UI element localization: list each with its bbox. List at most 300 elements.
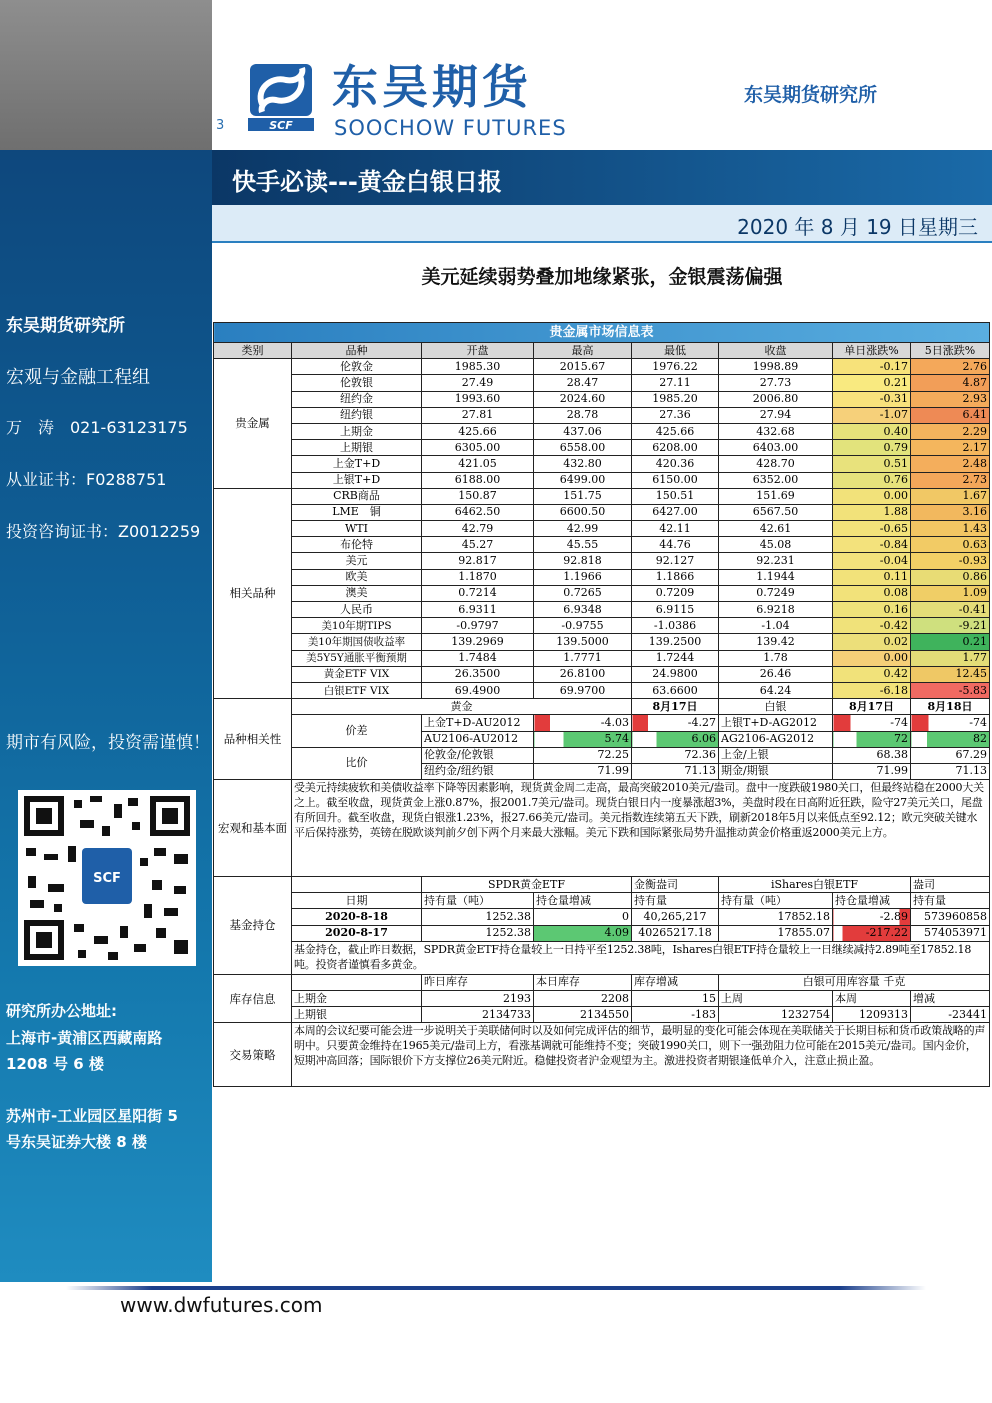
- stock-h1: 昨日库存: [422, 974, 534, 990]
- price-cell: 45.55: [534, 537, 632, 553]
- fund-value: 1252.38: [422, 925, 534, 941]
- change-cell: -0.31: [833, 391, 911, 407]
- price-cell: 27.11: [632, 375, 719, 391]
- price-cell: 432.80: [534, 456, 632, 472]
- instrument-name: 上期金: [292, 423, 422, 439]
- ratio-value: 68.38: [833, 747, 911, 763]
- page-number: 3: [216, 118, 225, 133]
- corr-pair: 上金T+D-AU2012: [422, 715, 534, 731]
- stock-header-row: [214, 974, 990, 990]
- change-cell: -0.04: [833, 553, 911, 569]
- macro-row: [214, 780, 990, 877]
- price-cell: 27.94: [719, 407, 833, 423]
- ratio-value: 72.25: [534, 747, 632, 763]
- fund-spdr-header: SPDR黄金ETF: [422, 877, 632, 893]
- instrument-name: 上银T+D: [292, 472, 422, 488]
- price-cell: 1993.60: [422, 391, 534, 407]
- price-cell: 2024.60: [534, 391, 632, 407]
- price-cell: 6427.00: [632, 504, 719, 520]
- price-cell: 27.73: [719, 375, 833, 391]
- date-bar: [212, 205, 992, 243]
- price-cell: 27.49: [422, 375, 534, 391]
- fund-note-row: [214, 941, 990, 974]
- price-cell: 0.7209: [632, 585, 719, 601]
- stock-value: 2134733: [422, 1007, 534, 1023]
- price-cell: 151.69: [719, 488, 833, 504]
- stock-value: 2134550: [534, 1007, 632, 1023]
- title-bar: [212, 150, 992, 205]
- instrument-name: CRB商品: [292, 488, 422, 504]
- fund-value: 0: [534, 909, 632, 925]
- stock-name: 上期金: [292, 991, 422, 1007]
- instrument-name: 伦敦金: [292, 359, 422, 375]
- stock-value: 2193: [422, 991, 534, 1007]
- change-cell: -0.65: [833, 521, 911, 537]
- market-table-wrap: [213, 322, 989, 1087]
- price-cell: 26.8100: [534, 666, 632, 682]
- market-row: [214, 440, 990, 456]
- change-cell: -0.84: [833, 537, 911, 553]
- price-cell: 6462.50: [422, 504, 534, 520]
- price-cell: 6600.50: [534, 504, 632, 520]
- change-cell: -0.42: [833, 618, 911, 634]
- sidebar-addr2b: 号东吴证券大楼 8 楼: [6, 1133, 147, 1151]
- instrument-name: 布伦特: [292, 537, 422, 553]
- instrument-name: 黄金ETF VIX: [292, 666, 422, 682]
- price-cell: 27.36: [632, 407, 719, 423]
- price-cell: 92.818: [534, 553, 632, 569]
- fund-chg-header: 持仓量增减: [534, 893, 632, 909]
- price-cell: 42.79: [422, 521, 534, 537]
- strategy-text: 本周的会议纪要可能会进一步说明关于美联储何时以及如何完成评估的细节，最明显的变化可能会体现在美联储关于长期目标和货币政策战略的声明中。只要黄金维持在1965美元/盎司上方，看涨基调就可能维持不变；突破1990关口，则下一强劲阻力位可能在2015美元/盎司。国内金价，短期冲高回落；国际银价下方支撑位26美元附近。稳健投资者沪金观望为主。激进投资者期银逢低单介入，注意止损止盈。: [292, 1023, 990, 1087]
- price-cell: 1.78: [719, 650, 833, 666]
- col-header: 收盘: [719, 343, 833, 359]
- price-cell: 6499.00: [534, 472, 632, 488]
- price-cell: 6305.00: [422, 440, 534, 456]
- change-cell: -5.83: [911, 682, 990, 698]
- fund-date: 2020-8-18: [292, 909, 422, 925]
- headline: 美元延续弱势叠加地缘紧张，金银震荡偏强: [421, 266, 783, 288]
- corr-value: 72: [833, 731, 911, 747]
- instrument-name: 纽约银: [292, 407, 422, 423]
- market-row: [214, 391, 990, 407]
- price-cell: 1.7244: [632, 650, 719, 666]
- stock-row: [214, 1007, 990, 1023]
- instrument-name: WTI: [292, 521, 422, 537]
- strategy-row: [214, 1023, 990, 1087]
- fund-note: 基金持仓，截止昨日数据，SPDR黄金ETF持仓量较上一日持平至1252.38吨，Ishares白银ETF持仓量较上一日继续减持2.89吨至17852.18吨。投资者谨慎看多黄金。: [292, 941, 990, 974]
- price-cell: 1.1866: [632, 569, 719, 585]
- ratio-value: 71.13: [911, 763, 990, 779]
- fund-hold-header: 持有量（吨）: [422, 893, 534, 909]
- change-cell: -0.41: [911, 602, 990, 618]
- corr-pair: AG2106-AG2012: [719, 731, 833, 747]
- ratio-row: [214, 747, 990, 763]
- col-header: 开盘: [422, 343, 534, 359]
- change-cell: 2.76: [911, 359, 990, 375]
- market-row: [214, 504, 990, 520]
- col-header: 单日涨跌%: [833, 343, 911, 359]
- price-cell: 6.9218: [719, 602, 833, 618]
- market-row: [214, 423, 990, 439]
- qr-badge: SCF: [93, 871, 121, 886]
- change-cell: 6.41: [911, 407, 990, 423]
- corr-date2-silver: 8月18日: [911, 699, 990, 715]
- change-cell: 1.67: [911, 488, 990, 504]
- instrument-name: 人民币: [292, 602, 422, 618]
- change-cell: 0.63: [911, 537, 990, 553]
- fund-header-row: [214, 877, 990, 893]
- corr-value: -74: [833, 715, 911, 731]
- sidebar-license1: 从业证书：F0288751: [6, 470, 167, 489]
- fund-hold3-header: 持有量（吨）: [719, 893, 833, 909]
- corr-date1-silver: 8月17日: [833, 699, 911, 715]
- fund-category: 基金持仓: [214, 877, 292, 975]
- stock-week-label: 本周: [833, 991, 911, 1007]
- ratio-pair: 纽约金/纽约银: [422, 763, 534, 779]
- market-row: [214, 375, 990, 391]
- change-cell: 2.29: [911, 423, 990, 439]
- price-cell: 1985.30: [422, 359, 534, 375]
- change-cell: 2.73: [911, 472, 990, 488]
- market-row: [214, 537, 990, 553]
- macro-text: 受美元持续疲软和美债收益率下降等因素影响，现货黄金周二走高，最高突破2010美元/盎司。盘中一度跌破1980关口，但最终站稳在2000大关之上。截至收盘，现货黄金上涨0.87%，报2001.7美元/盎司。现货白银日内一度暴涨超3%，美盘时段在日高附近狂跌，险守27美元关口，尾盘有所回升。截至收盘，现货白银涨1.23%，报27.66美元/盎司。美元指数连续第五天下跌，刷新2018年5月以来低点至92.12；欧元突破关键水平后保持涨势，英镑在脱欧谈判前夕创下两个月来最大涨幅。美元下跌和国际紧张局势升温推动黄金价格重返2000美元上方。: [292, 780, 990, 877]
- price-cell: 24.9800: [632, 666, 719, 682]
- precious-section: [214, 359, 990, 489]
- institute-name: 东吴期货研究所: [744, 84, 878, 106]
- price-cell: 6567.50: [719, 504, 833, 520]
- price-cell: 6188.00: [422, 472, 534, 488]
- qr-code: [18, 790, 196, 966]
- stock-value: -183: [632, 1007, 719, 1023]
- change-cell: -0.93: [911, 553, 990, 569]
- change-cell: 2.17: [911, 440, 990, 456]
- header: [212, 0, 992, 150]
- corr-value: 82: [911, 731, 990, 747]
- stock-week-label: 增减: [911, 991, 990, 1007]
- fund-value: 4.09: [534, 925, 632, 941]
- price-cell: -0.9755: [534, 618, 632, 634]
- stock-week-label: 上周: [719, 991, 833, 1007]
- fund-value: 573960858: [911, 909, 990, 925]
- sidebar-header-block: [0, 0, 212, 150]
- price-cell: 0.7265: [534, 585, 632, 601]
- category-cell: 贵金属: [214, 359, 292, 489]
- change-cell: 4.87: [911, 375, 990, 391]
- price-cell: 2006.80: [719, 391, 833, 407]
- instrument-name: 伦敦银: [292, 375, 422, 391]
- col-header: 最低: [632, 343, 719, 359]
- change-cell: -6.18: [833, 682, 911, 698]
- price-cell: 425.66: [422, 423, 534, 439]
- sidebar-org: 东吴期货研究所: [6, 316, 125, 336]
- stock-h3: 库存增减: [632, 974, 719, 990]
- fund-date-header: 日期: [292, 893, 422, 909]
- price-cell: 69.4900: [422, 682, 534, 698]
- logo-mark-icon: [248, 60, 318, 132]
- change-cell: 3.16: [911, 504, 990, 520]
- price-cell: 420.36: [632, 456, 719, 472]
- qr-code-graphic: [24, 796, 190, 960]
- table-header-row: [214, 343, 990, 359]
- market-row: [214, 488, 990, 504]
- sidebar-addr2a: 苏州市-工业园区星阳街 5: [6, 1107, 178, 1125]
- sidebar-addr1a: 上海市-黄浦区西藏南路: [6, 1029, 163, 1047]
- price-cell: 1.1870: [422, 569, 534, 585]
- market-row: [214, 682, 990, 698]
- price-cell: 432.68: [719, 423, 833, 439]
- price-cell: -0.9797: [422, 618, 534, 634]
- fund-subheader-row: [214, 893, 990, 909]
- price-cell: 6558.00: [534, 440, 632, 456]
- stock-category: 库存信息: [214, 974, 292, 1023]
- table-caption: 贵金属市场信息表: [214, 323, 990, 343]
- price-cell: 42.61: [719, 521, 833, 537]
- corr-value: 6.06: [632, 731, 719, 747]
- col-header: 5日涨跌%: [911, 343, 990, 359]
- price-cell: 139.5000: [534, 634, 632, 650]
- change-cell: 0.08: [833, 585, 911, 601]
- fund-hold4-header: 持有量: [911, 893, 990, 909]
- col-header: 品种: [292, 343, 422, 359]
- col-header: 类别: [214, 343, 292, 359]
- price-cell: 69.9700: [534, 682, 632, 698]
- price-cell: 6.9311: [422, 602, 534, 618]
- corr-value: -4.27: [632, 715, 719, 731]
- category-cell: 相关品种: [214, 488, 292, 698]
- change-cell: 1.77: [911, 650, 990, 666]
- market-row: [214, 472, 990, 488]
- footer-divider: [66, 1286, 926, 1290]
- sidebar: [0, 0, 212, 1282]
- change-cell: 0.11: [833, 569, 911, 585]
- price-cell: 1985.20: [632, 391, 719, 407]
- price-cell: 6208.00: [632, 440, 719, 456]
- ratio-pair: 伦敦金/伦敦银: [422, 747, 534, 763]
- market-row: [214, 456, 990, 472]
- sidebar-addr1b: 1208 号 6 楼: [6, 1055, 104, 1073]
- corr-date1: 8月17日: [632, 699, 719, 715]
- price-cell: 26.3500: [422, 666, 534, 682]
- change-cell: 1.43: [911, 521, 990, 537]
- market-row: [214, 553, 990, 569]
- market-row: [214, 569, 990, 585]
- fund-value: -2.89: [833, 909, 911, 925]
- change-cell: 1.88: [833, 504, 911, 520]
- price-cell: 428.70: [719, 456, 833, 472]
- stock-h2: 本日库存: [534, 974, 632, 990]
- change-cell: 0.79: [833, 440, 911, 456]
- ratio-label: 比价: [292, 747, 422, 779]
- price-cell: 139.42: [719, 634, 833, 650]
- corr-header-row: [214, 699, 990, 715]
- sidebar-addr-label: 研究所办公地址:: [6, 1002, 117, 1020]
- price-cell: 92.231: [719, 553, 833, 569]
- corr-value: -4.03: [534, 715, 632, 731]
- price-cell: 0.7214: [422, 585, 534, 601]
- instrument-name: 上期银: [292, 440, 422, 456]
- change-cell: -0.17: [833, 359, 911, 375]
- fund-value: 574053971: [911, 925, 990, 941]
- price-cell: 45.27: [422, 537, 534, 553]
- instrument-name: 白银ETF VIX: [292, 682, 422, 698]
- price-cell: 28.78: [534, 407, 632, 423]
- price-cell: 139.2500: [632, 634, 719, 650]
- instrument-name: 澳美: [292, 585, 422, 601]
- stock-value: -23441: [911, 1007, 990, 1023]
- footer-url[interactable]: www.dwfutures.com: [120, 1293, 323, 1317]
- report-date: 2020 年 8 月 19 日星期三: [737, 215, 978, 239]
- fund-ishares-header: iShares白银ETF: [719, 877, 911, 893]
- macro-category: 宏观和基本面: [214, 780, 292, 877]
- stock-value: 1209313: [833, 1007, 911, 1023]
- ratio-value: 71.99: [833, 763, 911, 779]
- price-cell: 27.81: [422, 407, 534, 423]
- price-cell: 1.1944: [719, 569, 833, 585]
- related-section: [214, 488, 990, 698]
- change-cell: -9.21: [911, 618, 990, 634]
- strategy-category: 交易策略: [214, 1023, 292, 1087]
- fund-value: 1252.38: [422, 909, 534, 925]
- change-cell: 0.16: [833, 602, 911, 618]
- market-row: [214, 650, 990, 666]
- price-cell: 150.87: [422, 488, 534, 504]
- logo-en: SOOCHOW FUTURES: [334, 116, 567, 140]
- spread-label: 价差: [292, 715, 422, 747]
- price-cell: 0.7249: [719, 585, 833, 601]
- instrument-name: 美5Y5Y通胀平衡预期: [292, 650, 422, 666]
- instrument-name: 美元: [292, 553, 422, 569]
- change-cell: 0.51: [833, 456, 911, 472]
- corr-gold-header: 黄金: [292, 699, 632, 715]
- price-cell: 6150.00: [632, 472, 719, 488]
- corr-pair: AU2106-AU2012: [422, 731, 534, 747]
- market-row: [214, 634, 990, 650]
- logo-badge-text: SCF: [269, 119, 293, 132]
- market-row: [214, 585, 990, 601]
- corr-category: 品种相关性: [214, 699, 292, 780]
- instrument-name: 美10年期TIPS: [292, 618, 422, 634]
- price-cell: 421.05: [422, 456, 534, 472]
- logo-cn: 东吴期货: [332, 60, 532, 114]
- price-cell: 150.51: [632, 488, 719, 504]
- market-row: [214, 521, 990, 537]
- change-cell: 2.93: [911, 391, 990, 407]
- fund-hold2-header: 持有量: [632, 893, 719, 909]
- stock-value: 2208: [534, 991, 632, 1007]
- price-cell: 6.9348: [534, 602, 632, 618]
- ratio-pair: 上金/上银: [719, 747, 833, 763]
- instrument-name: 美10年期国债收益率: [292, 634, 422, 650]
- stock-name: 上期银: [292, 1007, 422, 1023]
- sidebar-group: 宏观与金融工程组: [6, 367, 150, 388]
- fund-value: -217.22: [833, 925, 911, 941]
- price-cell: -1.0386: [632, 618, 719, 634]
- change-cell: 0.86: [911, 569, 990, 585]
- price-cell: 6352.00: [719, 472, 833, 488]
- price-cell: 151.75: [534, 488, 632, 504]
- market-row: [214, 666, 990, 682]
- stock-h4: 白银可用库容量 千克: [719, 974, 990, 990]
- price-cell: 42.11: [632, 521, 719, 537]
- ratio-value: 67.29: [911, 747, 990, 763]
- sidebar-license2: 投资咨询证书：Z0012259: [6, 522, 201, 541]
- price-cell: 28.47: [534, 375, 632, 391]
- stock-row: [214, 991, 990, 1007]
- change-cell: 0.76: [833, 472, 911, 488]
- price-cell: 1.7484: [422, 650, 534, 666]
- price-cell: 2015.67: [534, 359, 632, 375]
- change-cell: 0.21: [833, 375, 911, 391]
- corr-row: [214, 715, 990, 731]
- price-cell: 1998.89: [719, 359, 833, 375]
- company-logo: [248, 60, 618, 140]
- fund-jinheng-header: 金衡盎司: [632, 877, 719, 893]
- ratio-value: 71.99: [534, 763, 632, 779]
- instrument-name: 欧美: [292, 569, 422, 585]
- change-cell: -1.07: [833, 407, 911, 423]
- change-cell: 0.00: [833, 650, 911, 666]
- stock-value: 15: [632, 991, 719, 1007]
- price-cell: 1.7771: [534, 650, 632, 666]
- col-header: 最高: [534, 343, 632, 359]
- market-row: [214, 407, 990, 423]
- price-cell: -1.04: [719, 618, 833, 634]
- market-row: [214, 359, 990, 375]
- ratio-value: 71.13: [632, 763, 719, 779]
- price-cell: 437.06: [534, 423, 632, 439]
- ratio-pair: 期金/期银: [719, 763, 833, 779]
- instrument-name: 纽约金: [292, 391, 422, 407]
- price-cell: 92.817: [422, 553, 534, 569]
- corr-pair: 上银T+D-AG2012: [719, 715, 833, 731]
- price-cell: 92.127: [632, 553, 719, 569]
- price-cell: 425.66: [632, 423, 719, 439]
- market-row: [214, 602, 990, 618]
- price-cell: 64.24: [719, 682, 833, 698]
- price-cell: 6403.00: [719, 440, 833, 456]
- change-cell: 12.45: [911, 666, 990, 682]
- market-table: [213, 322, 990, 1087]
- price-cell: 1.1966: [534, 569, 632, 585]
- fund-value: 17855.07: [719, 925, 833, 941]
- price-cell: 63.6600: [632, 682, 719, 698]
- ratio-value: 72.36: [632, 747, 719, 763]
- price-cell: 139.2969: [422, 634, 534, 650]
- fund-row: [214, 909, 990, 925]
- change-cell: 0.40: [833, 423, 911, 439]
- instrument-name: 上金T+D: [292, 456, 422, 472]
- fund-chg3-header: 持仓量增减: [833, 893, 911, 909]
- fund-date: 2020-8-17: [292, 925, 422, 941]
- sidebar-risk: 期市有风险，投资需谨慎！: [6, 733, 210, 753]
- fund-value: 40265217.18: [632, 925, 719, 941]
- report-title: 快手必读---黄金白银日报: [232, 168, 502, 196]
- fund-row: [214, 925, 990, 941]
- change-cell: 0.02: [833, 634, 911, 650]
- corr-value: 5.74: [534, 731, 632, 747]
- market-row: [214, 618, 990, 634]
- sidebar-analyst: 万 涛 021-63123175: [6, 418, 188, 437]
- fund-value: 17852.18: [719, 909, 833, 925]
- change-cell: 0.21: [911, 634, 990, 650]
- stock-value: 1232754: [719, 1007, 833, 1023]
- price-cell: 42.99: [534, 521, 632, 537]
- change-cell: 2.48: [911, 456, 990, 472]
- price-cell: 44.76: [632, 537, 719, 553]
- instrument-name: LME 铜: [292, 504, 422, 520]
- fund-ounce-header: 盎司: [911, 877, 990, 893]
